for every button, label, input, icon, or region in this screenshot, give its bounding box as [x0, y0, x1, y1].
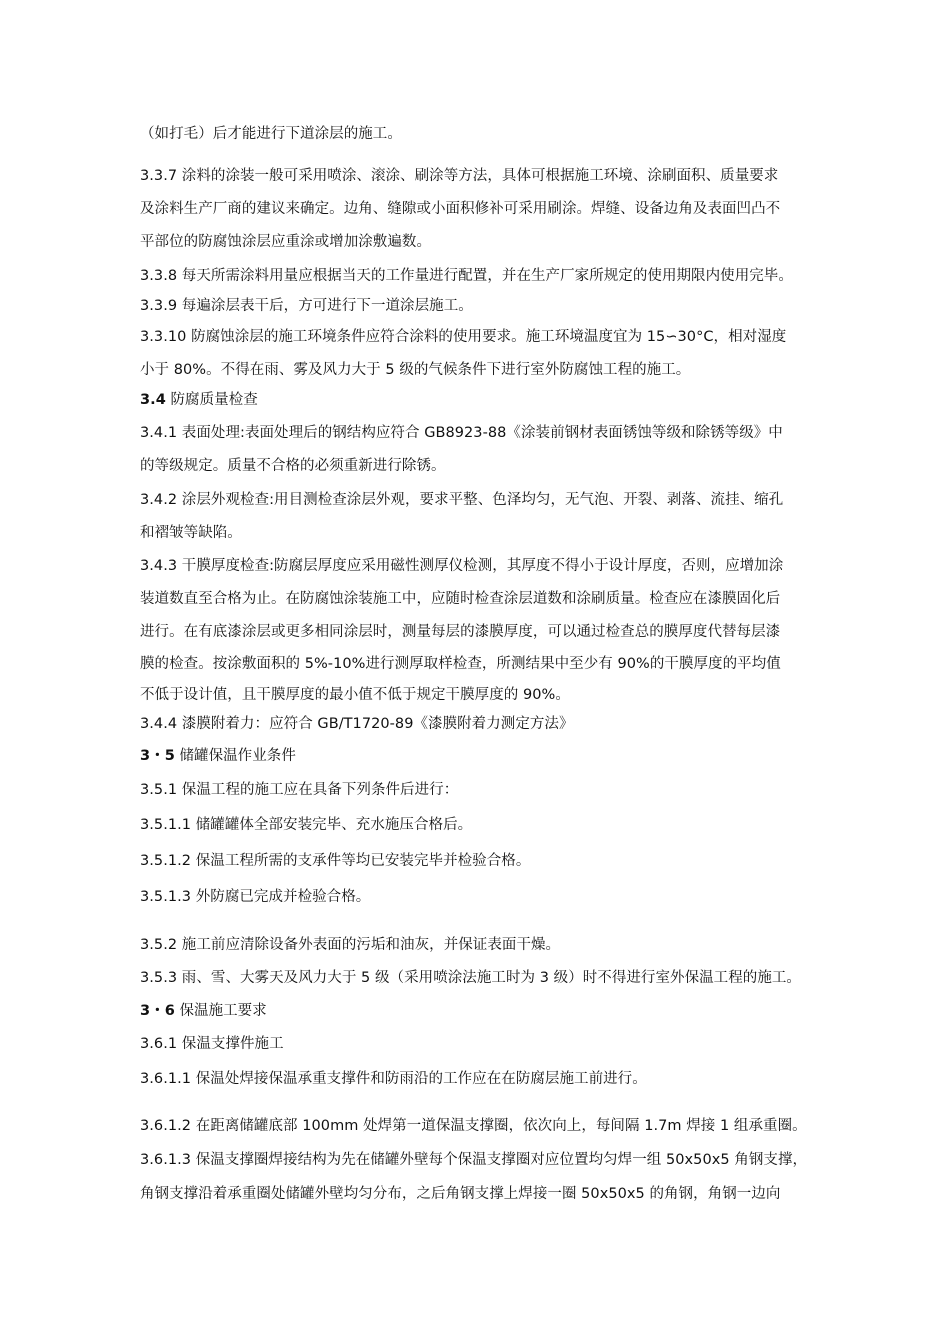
text-line: 3.4.3 干膜厚度检查:防腐层厚度应采用磁性测厚仪检测，其厚度不得小于设计厚度，否则，应增加涂 [140, 558, 784, 574]
text-line: 3.5.1.3 外防腐已完成并检验合格。 [140, 889, 371, 905]
text-line: 3.4.1 表面处理:表面处理后的钢结构应符合 GB8923-88《涂装前钢材表面锈蚀等级和除锈等级》中 [140, 425, 783, 441]
text-line: 3.3.9 每遍涂层表干后，方可进行下一道涂层施工。 [140, 298, 473, 314]
text-line: 3.6.1.1 保温处焊接保温承重支撑件和防雨沿的工作应在在防腐层施工前进行。 [140, 1071, 647, 1087]
text-line: 及涂料生产厂商的建议来确定。边角、缝隙或小面积修补可采用刷涂。焊缝、设备边角及表面凹凸不 [140, 201, 781, 217]
text-line: 装道数直至合格为止。在防腐蚀涂装施工中，应随时检查涂层道数和涂刷质量。检查应在漆膜固化后 [140, 591, 781, 607]
text-line: 小于 80%。不得在雨、雾及风力大于 5 级的气候条件下进行室外防腐蚀工程的施工。 [140, 362, 691, 378]
text-line: 3.6.1 保温支撑件施工 [140, 1036, 284, 1052]
section-heading-3-5 [140, 746, 840, 766]
text-line: 3.3.7 涂料的涂装一般可采用喷涂、滚涂、刷涂等方法，具体可根据施工环境、涂刷面积、质量要求 [140, 168, 779, 184]
text-line: 3.6.1.2 在距离储罐底部 100mm 处焊第一道保温支撑圈，依次向上，每间隔 1.7m 焊接 1 组承重圈。 [140, 1118, 807, 1134]
section-number: 3・5 [140, 748, 175, 764]
text-line: 不低于设计值，且干膜厚度的最小值不低于规定干膜厚度的 90%。 [140, 687, 570, 703]
text-line: （如打毛）后才能进行下道涂层的施工。 [140, 126, 402, 142]
section-number: 3.4 [140, 392, 166, 408]
text-line: 3.5.1.1 储罐罐体全部安装完毕、充水施压合格后。 [140, 817, 473, 833]
section-number: 3・6 [140, 1003, 175, 1019]
text-line: 3.5.1.2 保温工程所需的支承件等均已安装完毕并检验合格。 [140, 853, 531, 869]
text-line: 3.5.1 保温工程的施工应在具备下列条件后进行： [140, 782, 459, 798]
text-line: 3.6.1.3 保温支撑圈焊接结构为先在储罐外壁每个保温支撑圈对应位置均匀焊一组 50x50x5 角钢支撑， [140, 1152, 808, 1168]
text-line: 3.3.8 每天所需涂料用量应根据当天的工作量进行配置，并在生产厂家所规定的使用期限内使用完毕。 [140, 268, 793, 284]
text-line: 的等级规定。质量不合格的必须重新进行除锈。 [140, 458, 446, 474]
text-line: 和褶皱等缺陷。 [140, 525, 242, 541]
text-line: 3.3.10 防腐蚀涂层的施工环境条件应符合涂料的使用要求。施工环境温度宜为 15∽30°C，相对湿度 [140, 329, 787, 345]
text-line: 进行。在有底漆涂层或更多相同涂层时，测量每层的漆膜厚度，可以通过检查总的膜厚度代替每层漆 [140, 624, 781, 640]
section-heading-3-4 [140, 390, 840, 410]
text-line: 3.5.3 雨、雪、大雾天及风力大于 5 级（采用喷涂法施工时为 3 级）时不得进行室外保温工程的施工。 [140, 970, 801, 986]
section-title: 防腐质量检查 [165, 392, 258, 408]
section-title: 保温施工要求 [174, 1003, 267, 1019]
text-line: 3.4.2 涂层外观检查:用目测检查涂层外观，要求平整、色泽均匀，无气泡、开裂、剥落、流挂、缩孔 [140, 492, 784, 508]
text-line: 平部位的防腐蚀涂层应重涂或增加涂敷遍数。 [140, 234, 431, 250]
section-title: 储罐保温作业条件 [174, 748, 296, 764]
text-line: 3.5.2 施工前应清除设备外表面的污垢和油灰，并保证表面干燥。 [140, 937, 561, 953]
text-line: 膜的检查。按涂敷面积的 5%-10%进行测厚取样检查，所测结果中至少有 90%的干膜厚度的平均值 [140, 656, 781, 672]
text-line: 角钢支撑沿着承重圈处储罐外壁均匀分布，之后角钢支撑上焊接一圈 50x50x5 的角钢，角钢一边向 [140, 1186, 781, 1202]
text-line: 3.4.4 漆膜附着力：应符合 GB/T1720-89《漆膜附着力测定方法》 [140, 716, 574, 732]
section-heading-3-6 [140, 1001, 840, 1021]
